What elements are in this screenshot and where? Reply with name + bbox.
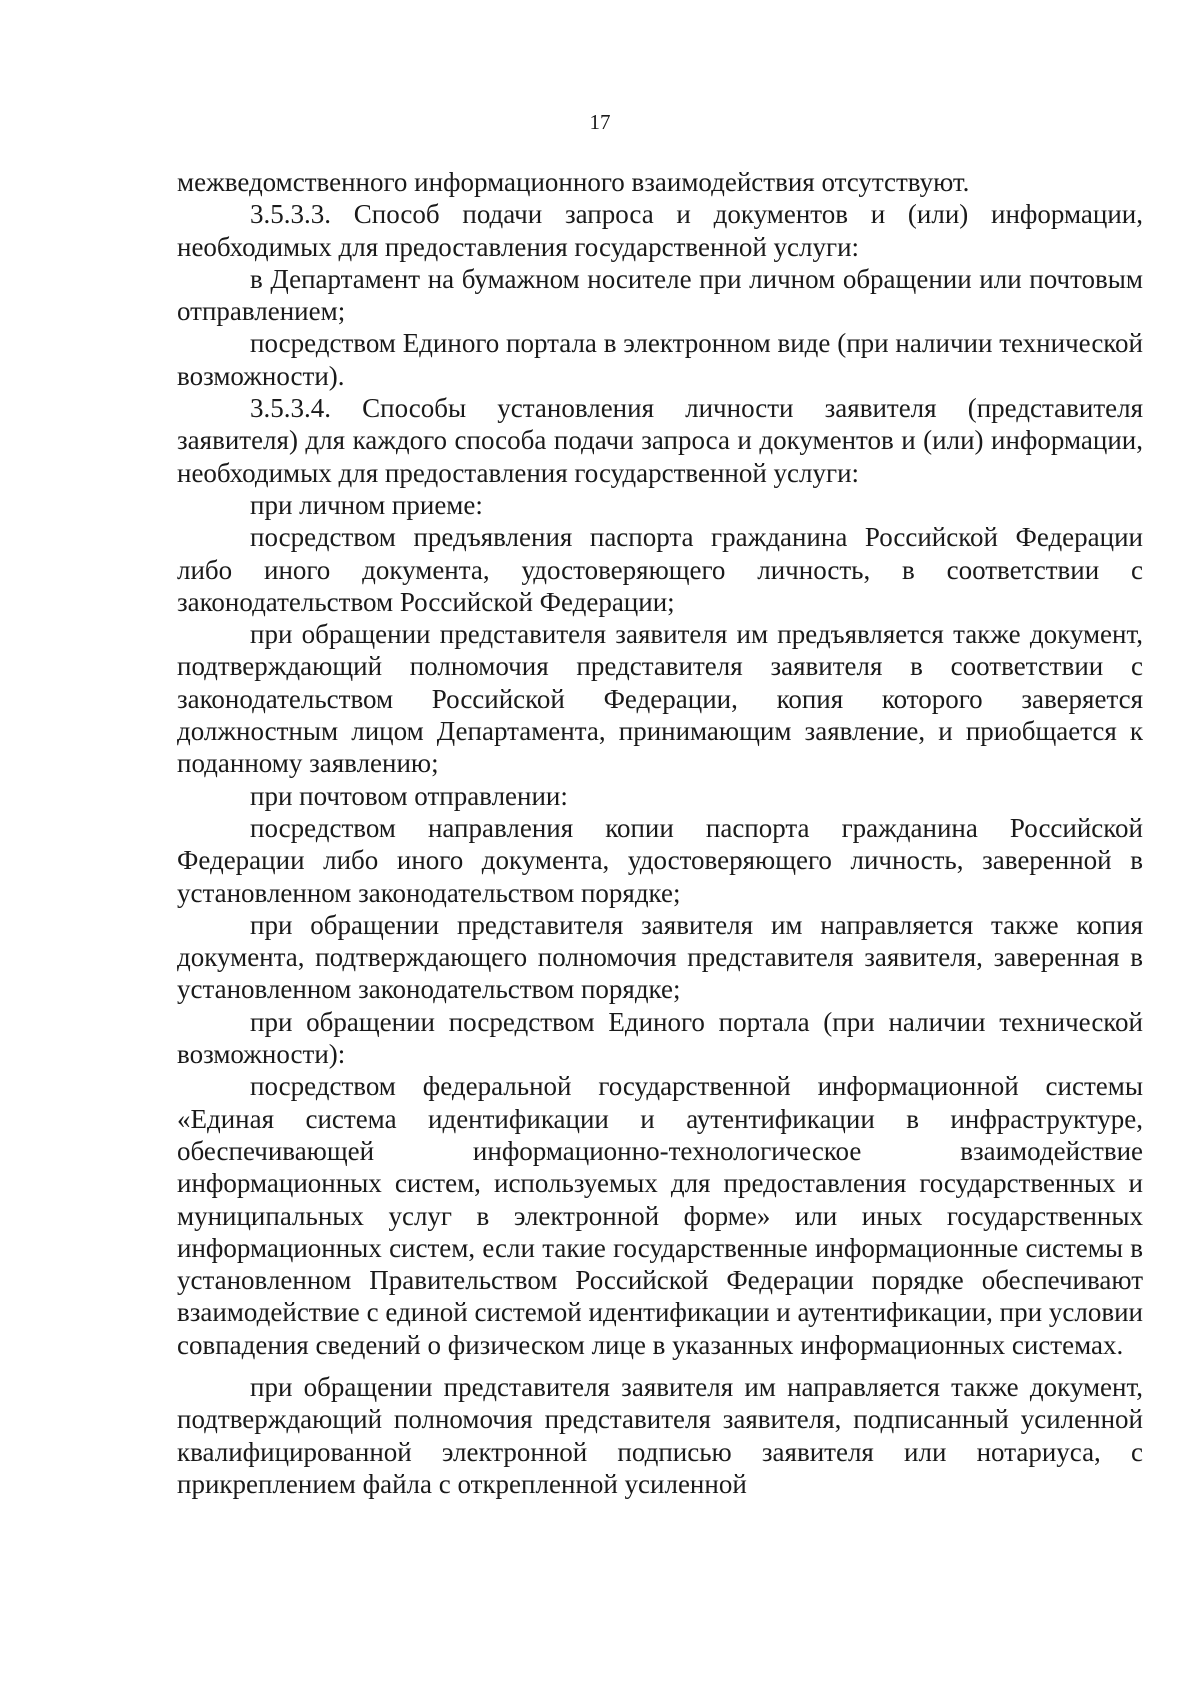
paragraph-2: 3.5.3.3. Способ подачи запроса и документов и (или) информации, необходимых для предоставления государственной услуги: bbox=[177, 199, 1143, 262]
paragraph-12: при обращении посредством Единого портала (при наличии технической возможности): bbox=[177, 1006, 1143, 1070]
paragraph-13: посредством федеральной государственной информационной системы «Единая система идентификации и аутентификации в инфраструктуре, обеспечивающей информационно-технологическое взаимодействие информационных систем, используемых для предоставления государственных и муниципальных услуг в электронной форме» или иных государственных информационных систем, если такие государственные информационные системы в установленном Правительством Российской Федерации порядке обеспечивают взаимодействие с единой системой идентификации и аутентификации, при условии совпадения сведений о физическом лице в указанных информационных системах. bbox=[177, 1071, 1143, 1360]
paragraph-11: при обращении представителя заявителя им направляется также копия документа, подтверждающего полномочия представителя заявителя, заверенная в установленном законодательством порядке; bbox=[177, 909, 1143, 1005]
paragraph-9: при почтовом отправлении: bbox=[250, 780, 568, 811]
paragraph-4: посредством Единого портала в электронном виде (при наличии технической возможности). bbox=[177, 328, 1143, 391]
document-body bbox=[177, 166, 1143, 1500]
paragraph-8: при обращении представителя заявителя им предъявляется также документ, подтверждающий полномочия представителя заявителя в соответствии с законодательством Российской Федерации, копия которого заверяется должностным лицом Департамента, принимающим заявление, и приобщается к поданному заявлению; bbox=[177, 619, 1143, 779]
paragraph-5: 3.5.3.4. Способы установления личности заявителя (представителя заявителя) для каждого способа подачи запроса и документов и (или) информации, необходимых для предоставления государственной услуги: bbox=[177, 393, 1143, 488]
paragraph-6: при личном приеме: bbox=[250, 489, 483, 520]
paragraph-7: посредством предъявления паспорта гражданина Российской Федерации либо иного документа, удостоверяющего личность, в соответствии с законодательством Российской Федерации; bbox=[177, 522, 1143, 617]
page-number: 17 bbox=[589, 110, 611, 134]
paragraph-1: межведомственного информационного взаимодействия отсутствуют. bbox=[177, 167, 970, 197]
paragraph-14: при обращении представителя заявителя им направляется также документ, подтверждающий полномочия представителя заявителя, подписанный усиленной квалифицированной электронной подписью заявителя или нотариуса, с прикреплением файла с открепленной усиленной bbox=[177, 1371, 1143, 1499]
paragraph-10: посредством направления копии паспорта гражданина Российской Федерации либо иного документа, удостоверяющего личность, заверенной в установленном законодательством порядке; bbox=[177, 812, 1143, 908]
paragraph-3: в Департамент на бумажном носителе при личном обращении или почтовым отправлением; bbox=[177, 263, 1143, 327]
